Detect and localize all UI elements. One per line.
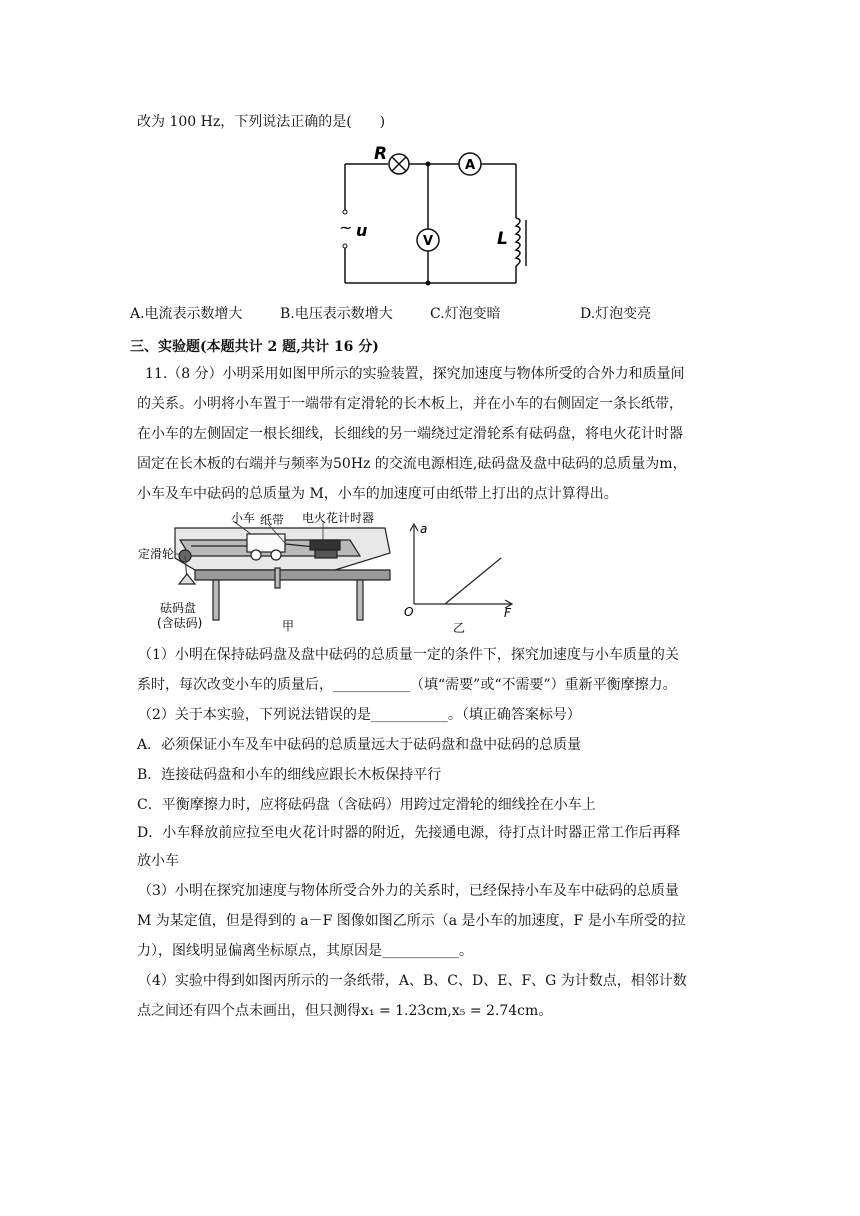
origin-label: O (404, 605, 414, 619)
caption-jia: 甲 (282, 619, 295, 633)
axis-label-f: F (504, 606, 511, 620)
choice-a: A.电流表示数增大 (130, 306, 243, 322)
q11-intro-line-4: 固定在长木板的右端并与频率为50Hz 的交流电源相连,砝码盘及盘中砝码的总质量为m， (137, 456, 687, 472)
label-pan-note: (含砝码) (157, 616, 203, 630)
choice-d: D.灯泡变亮 (580, 306, 652, 322)
label-timer: 电火花计时器 (302, 511, 375, 525)
part1-line-2: 系时，每次改变小车的质量后，___________（填“需要”或“不需要”）重新平衡摩擦力。 (137, 677, 677, 693)
option-a: A．必须保证小车及车中砝码的总质量远大于砝码盘和盘中砝码的总质量 (137, 737, 582, 753)
option-d-line-2: 放小车 (137, 853, 179, 869)
question-stem-tail: 改为 100 Hz，下列说法正确的是( ) (137, 114, 386, 130)
option-c: C．平衡摩擦力时，应将砝码盘（含砝码）用跨过定滑轮的细线拴在小车上 (137, 797, 596, 813)
q11-intro-line-5: 小车及车中砝码的总质量为 M，小车的加速度可由纸带上打出的点计算得出。 (137, 486, 618, 502)
part1-line-1: （1）小明在保持砝码盘及盘中砝码的总质量一定的条件下，探究加速度与小车质量的关 (138, 647, 679, 663)
q11-intro-line-1: 11.（8 分）小明采用如图甲所示的实验装置，探究加速度与物体所受的合外力和质量间 (145, 366, 685, 382)
choice-b: B.电压表示数增大 (280, 306, 393, 322)
ac-source-symbol: ~ (339, 218, 353, 237)
choice-c: C.灯泡变暗 (430, 306, 501, 322)
part3-line-2: M 为某定值，但是得到的 a－F 图像如图乙所示（a 是小车的加速度，F 是小车所受的拉 (137, 913, 686, 929)
part2-stem: （2）关于本实验，下列说法错误的是___________。（填正确答案标号） (138, 707, 581, 723)
part4-line-1: （4）实验中得到如图丙所示的一条纸带，A、B、C、D、E、F、G 为计数点，相邻计数 (138, 973, 687, 989)
q11-intro-line-2: 的关系。小明将小车置于一端带有定滑轮的长木板上，并在小车的右侧固定一条长纸带， (137, 396, 683, 412)
ammeter-label: A (465, 158, 476, 173)
section-heading: 三、实验题(本题共计 2 题,共计 16 分) (130, 339, 379, 355)
a-f-graph (400, 518, 525, 636)
label-u: u (356, 221, 368, 240)
label-car: 小车 (231, 511, 256, 525)
voltmeter-label: V (423, 234, 434, 249)
label-tape: 纸带 (260, 513, 285, 527)
label-r: R (374, 144, 388, 164)
part3-line-3: 力），图线明显偏离坐标原点，其原因是___________。 (137, 943, 473, 959)
part3-line-1: （3）小明在探究加速度与物体所受合外力的关系时，已经保持小车及车中砝码的总质量 (138, 883, 679, 899)
label-pan: 砝码盘 (160, 601, 197, 615)
label-pulley: 定滑轮 (138, 547, 175, 561)
caption-yi: 乙 (453, 621, 466, 635)
part4-line-2: 点之间还有四个点未画出，但只测得x₁ = 1.23cm,x₅ = 2.74cm。 (137, 1003, 553, 1019)
option-b: B．连接砝码盘和小车的细线应跟长木板保持平行 (137, 767, 442, 783)
label-l: L (497, 229, 508, 249)
circuit-diagram (330, 140, 540, 290)
q11-intro-line-3: 在小车的左侧固定一根长细线，长细线的另一端绕过定滑轮系有砝码盘，将电火花计时器 (137, 426, 683, 442)
option-d-line-1: D．小车释放前应拉至电火花计时器的附近，先接通电源，待打点计时器正常工作后再释 (137, 825, 681, 841)
apparatus-figure (135, 508, 400, 636)
axis-label-a: a (420, 522, 428, 536)
